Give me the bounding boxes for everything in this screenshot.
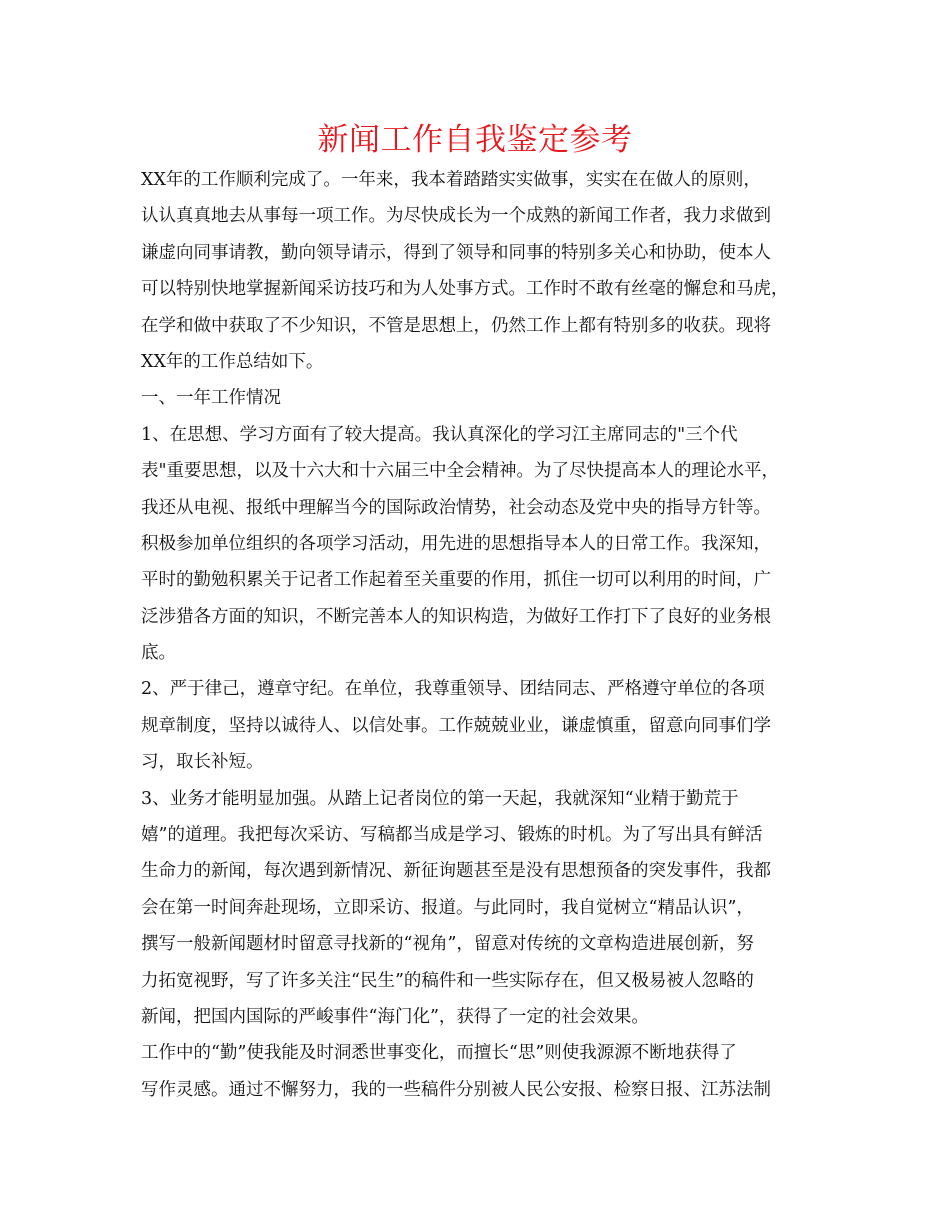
body-line: 1、在思想、学习方面有了较大提高。我认真深化的学习江主席同志的"三个代	[141, 424, 738, 445]
body-line: 撰写一般新闻题材时留意寻找新的“视角”，留意对传统的文章构造进展创新，努	[141, 934, 754, 955]
body-line: 泛涉猎各方面的知识，不断完善本人的知识构造，为做好工作打下了良好的业务根	[141, 606, 771, 627]
body-line: 嬉”的道理。我把每次采访、写稿都当成是学习、锻炼的时机。为了写出具有鲜活	[141, 825, 763, 846]
body-line: 工作中的“勤”使我能及时洞悉世事变化，而擅长“思”则使我源源不断地获得了	[141, 1043, 737, 1064]
body-line: 习，取长补短。	[141, 752, 264, 773]
body-line: 3、业务才能明显加强。从踏上记者岗位的第一天起，我就深知“业精于勤荒于	[141, 788, 739, 809]
body-line: XX年的工作顺利完成了。一年来，我本着踏踏实实做事，实实在在做人的原则，	[141, 170, 761, 190]
body-line: 会在第一时间奔赴现场，立即采访、报道。与此同时，我自觉树立“精品认识”，	[141, 897, 754, 918]
body-line: 生命力的新闻，每次遇到新情况、新征询题甚至是没有思想预备的突发事件，我都	[141, 861, 771, 882]
body-line: 表"重要思想，以及十六大和十六届三中全会精神。为了尽快提高本人的理论水平，	[141, 461, 780, 482]
document-body	[141, 162, 831, 1108]
body-line: 规章制度，坚持以诚待人、以信处事。工作兢兢业业，谦虚慎重，留意向同事们学	[141, 715, 771, 736]
body-line: 2、严于律己，遵章守纪。在单位，我尊重领导、团结同志、严格遵守单位的各项	[141, 679, 765, 700]
body-line: 我还从电视、报纸中理解当今的国际政治情势，社会动态及党中央的指导方针等。	[141, 497, 771, 518]
body-line: 可以特别快地掌握新闻采访技巧和为人处事方式。工作时不敢有丝毫的懈怠和马虎，	[141, 279, 789, 300]
body-line: XX年的工作总结如下。	[141, 351, 324, 372]
body-line: 谦虚向同事请教，勤向领导请示，得到了领导和同事的特别多关心和协助，使本人	[141, 242, 771, 263]
body-line: 力拓宽视野，写了许多关注“民生”的稿件和一些实际存在，但又极易被人忽略的	[141, 970, 754, 991]
body-line: 一、一年工作情况	[141, 388, 281, 409]
body-line: 写作灵感。通过不懈努力，我的一些稿件分别被人民公安报、检察日报、江苏法制	[141, 1079, 771, 1100]
document-title: 新闻工作自我鉴定参考	[317, 122, 633, 158]
body-line: 底。	[141, 643, 176, 664]
body-line: 新闻，把国内国际的严峻事件“海门化”，获得了一定的社会效果。	[141, 1006, 649, 1027]
body-line: 在学和做中获取了不少知识，不管是思想上，仍然工作上都有特别多的收获。现将	[141, 315, 771, 336]
body-line: 积极参加单位组织的各项学习活动，用先进的思想指导本人的日常工作。我深知，	[141, 533, 771, 554]
body-line: 平时的勤勉积累关于记者工作起着至关重要的作用，抓住一切可以利用的时间，广	[141, 570, 771, 591]
body-line: 认认真真地去从事每一项工作。为尽快成长为一个成熟的新闻工作者，我力求做到	[141, 206, 771, 227]
